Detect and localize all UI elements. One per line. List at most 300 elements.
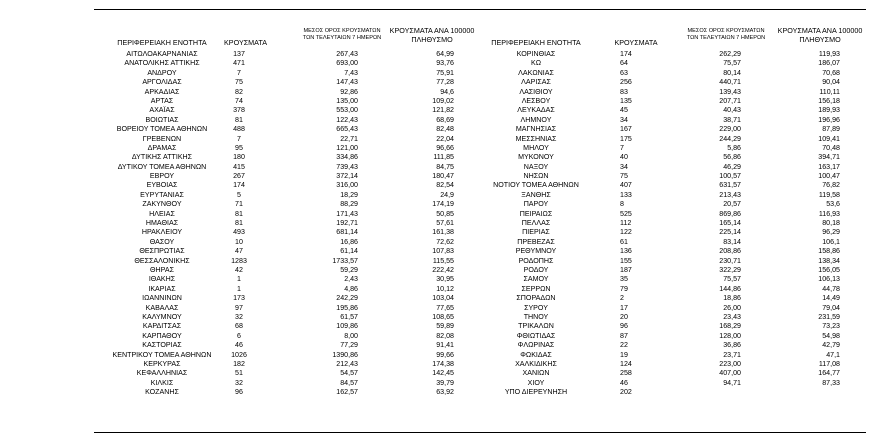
right-cases-cell: 7 xyxy=(620,143,624,152)
table-row xyxy=(0,153,878,162)
left-per100k-cell: 72,62 xyxy=(436,237,454,246)
right-per100k-cell: 196,96 xyxy=(818,115,840,124)
right-cases-cell: 136 xyxy=(620,247,632,256)
left-per100k-cell: 91,41 xyxy=(436,341,454,350)
left-region-cell: ΕΥΒΟΙΑΣ xyxy=(146,181,178,190)
right-avg7-cell: 144,86 xyxy=(719,284,741,293)
table-row xyxy=(0,266,878,275)
left-avg7-cell: 316,00 xyxy=(336,181,358,190)
left-per100k-cell: 93,76 xyxy=(436,59,454,68)
header-avg-right-line2: ΤΩΝ ΤΕΛΕΥΤΑΙΩΝ 7 ΗΜΕΡΩΝ xyxy=(686,35,766,41)
left-region-cell: ΑΝΔΡΟΥ xyxy=(147,68,177,77)
left-cases-cell: 488 xyxy=(233,125,245,134)
left-avg7-cell: 121,00 xyxy=(336,143,358,152)
left-region-cell: ΙΩΑΝΝΙΝΩΝ xyxy=(142,294,182,303)
right-cases-cell: 79 xyxy=(620,284,628,293)
right-cases-cell: 525 xyxy=(620,209,632,218)
right-cases-cell: 20 xyxy=(620,312,628,321)
right-per100k-cell: 79,04 xyxy=(822,303,840,312)
header-region-right: ΠΕΡΙΦΕΡΕΙΑΚΗ ΕΝΟΤΗΤΑ xyxy=(491,38,581,47)
right-region-cell: ΚΟΡΙΝΘΙΑΣ xyxy=(516,50,556,58)
right-cases-cell: 187 xyxy=(620,265,632,274)
left-cases-cell: 32 xyxy=(235,378,243,387)
right-avg7-cell: 75,57 xyxy=(723,275,741,284)
right-region-cell: ΡΟΔΟΥ xyxy=(523,265,549,274)
left-per100k-cell: 50,85 xyxy=(436,209,454,218)
left-per100k-cell: 103,04 xyxy=(432,294,454,303)
left-region-cell: ΗΡΑΚΛΕΙΟΥ xyxy=(141,228,183,237)
left-per100k-cell: 39,79 xyxy=(436,378,454,387)
right-per100k-cell: 158,86 xyxy=(818,247,840,256)
left-avg7-cell: 195,86 xyxy=(336,303,358,312)
left-avg7-cell: 2,43 xyxy=(344,275,358,284)
left-region-cell: ΚΑΒΑΛΑΣ xyxy=(145,303,179,312)
right-cases-cell: 83 xyxy=(620,87,628,96)
left-avg7-cell: 242,29 xyxy=(336,294,358,303)
left-cases-cell: 378 xyxy=(233,106,245,115)
left-cases-cell: 1283 xyxy=(231,256,247,265)
right-region-cell: ΝΑΞΟΥ xyxy=(523,162,549,171)
right-per100k-cell: 100,47 xyxy=(818,172,840,181)
left-per100k-cell: 75,91 xyxy=(436,68,454,77)
right-region-cell: ΛΕΣΒΟΥ xyxy=(521,96,551,105)
right-region-cell: ΛΑΣΙΘΙΟΥ xyxy=(519,87,553,96)
left-region-cell: ΖΑΚΥΝΘΟΥ xyxy=(142,200,182,209)
table-row xyxy=(0,78,878,87)
left-region-cell: ΙΚΑΡΙΑΣ xyxy=(148,284,176,293)
header-per100k-right-line1: ΚΡΟΥΣΜΑΤΑ ΑΝΑ 100000 xyxy=(777,26,863,35)
right-per100k-cell: 44,78 xyxy=(822,284,840,293)
table-row xyxy=(0,200,878,209)
left-avg7-cell: 4,86 xyxy=(344,284,358,293)
left-per100k-cell: 10,12 xyxy=(436,284,454,293)
right-region-cell: ΛΑΡΙΣΑΣ xyxy=(521,78,551,87)
left-region-cell: ΔΡΑΜΑΣ xyxy=(147,143,177,152)
table-row xyxy=(0,97,878,106)
left-region-cell: ΑΡΓΟΛΙΔΑΣ xyxy=(142,78,182,87)
left-per100k-cell: 99,66 xyxy=(436,350,454,359)
right-region-cell: ΣΥΡΟΥ xyxy=(524,303,548,312)
right-cases-cell: 174 xyxy=(620,50,632,58)
left-cases-cell: 267 xyxy=(233,172,245,181)
header-cases-left: ΚΡΟΥΣΜΑΤΑ xyxy=(224,38,268,47)
left-cases-cell: 81 xyxy=(235,115,243,124)
right-avg7-cell: 322,29 xyxy=(719,265,741,274)
right-avg7-cell: 262,29 xyxy=(719,50,741,58)
right-cases-cell: 64 xyxy=(620,59,628,68)
left-region-cell: ΘΕΣΣΑΛΟΝΙΚΗΣ xyxy=(134,256,190,265)
left-per100k-cell: 174,19 xyxy=(432,200,454,209)
left-region-cell: ΚΑΣΤΟΡΙΑΣ xyxy=(142,341,182,350)
left-region-cell: ΓΡΕΒΕΝΩΝ xyxy=(142,134,182,143)
right-region-cell: ΝΗΣΩΝ xyxy=(523,172,549,181)
right-region-cell: ΠΙΕΡΙΑΣ xyxy=(522,228,550,237)
right-avg7-cell: 100,57 xyxy=(719,172,741,181)
right-cases-cell: 19 xyxy=(620,350,628,359)
right-cases-cell: 8 xyxy=(620,200,624,209)
left-region-cell: ΚΕΦΑΛΛΗΝΙΑΣ xyxy=(136,369,188,378)
right-per100k-cell: 106,13 xyxy=(818,275,840,284)
left-region-cell: ΕΒΡΟΥ xyxy=(149,172,175,181)
right-region-cell: ΜΑΓΝΗΣΙΑΣ xyxy=(515,125,557,134)
right-per100k-cell: 116,93 xyxy=(818,209,840,218)
left-avg7-cell: 162,57 xyxy=(336,388,358,397)
left-region-cell: ΒΟΙΩΤΙΑΣ xyxy=(145,115,179,124)
right-avg7-cell: 20,57 xyxy=(723,200,741,209)
right-avg7-cell: 40,43 xyxy=(723,106,741,115)
right-region-cell: ΚΩ xyxy=(530,59,542,68)
right-per100k-cell: 73,23 xyxy=(822,322,840,331)
right-region-cell: ΛΑΚΩΝΙΑΣ xyxy=(518,68,554,77)
left-region-cell: ΚΕΡΚΥΡΑΣ xyxy=(143,359,181,368)
right-region-cell: ΤΗΝΟΥ xyxy=(523,312,549,321)
right-per100k-cell: 156,05 xyxy=(818,265,840,274)
table-row xyxy=(0,210,878,219)
right-per100k-cell: 119,58 xyxy=(818,190,840,199)
left-cases-cell: 32 xyxy=(235,312,243,321)
right-avg7-cell: 26,00 xyxy=(723,303,741,312)
left-cases-cell: 51 xyxy=(235,369,243,378)
left-region-cell: ΔΥΤΙΚΗΣ ΑΤΤΙΚΗΣ xyxy=(131,153,193,162)
left-cases-cell: 7 xyxy=(237,68,241,77)
table-row xyxy=(0,294,878,303)
table-row xyxy=(0,369,878,378)
left-region-cell: ΑΝΑΤΟΛΙΚΗΣ ΑΤΤΙΚΗΣ xyxy=(124,59,200,68)
left-avg7-cell: 147,43 xyxy=(336,78,358,87)
left-avg7-cell: 88,29 xyxy=(340,200,358,209)
right-cases-cell: 155 xyxy=(620,256,632,265)
left-per100k-cell: 64,99 xyxy=(436,50,454,58)
table-row xyxy=(0,88,878,97)
right-avg7-cell: 23,71 xyxy=(723,350,741,359)
left-cases-cell: 74 xyxy=(235,96,243,105)
right-cases-cell: 45 xyxy=(620,106,628,115)
right-per100k-cell: 109,41 xyxy=(818,134,840,143)
right-avg7-cell: 244,29 xyxy=(719,134,741,143)
left-avg7-cell: 1390,86 xyxy=(332,350,358,359)
right-cases-cell: 167 xyxy=(620,125,632,134)
right-per100k-cell: 54,98 xyxy=(822,331,840,340)
bottom-rule xyxy=(94,432,866,433)
left-cases-cell: 1026 xyxy=(231,350,247,359)
right-avg7-cell: 83,14 xyxy=(723,237,741,246)
left-per100k-cell: 111,85 xyxy=(433,153,454,162)
right-cases-cell: 35 xyxy=(620,275,628,284)
right-avg7-cell: 229,00 xyxy=(719,125,741,134)
left-region-cell: ΕΥΡΥΤΑΝΙΑΣ xyxy=(140,190,184,199)
left-cases-cell: 137 xyxy=(233,50,245,58)
left-region-cell: ΘΕΣΠΡΩΤΙΑΣ xyxy=(139,247,185,256)
right-region-cell: ΝΟΤΙΟΥ ΤΟΜΕΑ ΑΘΗΝΩΝ xyxy=(493,181,579,190)
left-per100k-cell: 24,9 xyxy=(440,190,454,199)
right-cases-cell: 63 xyxy=(620,68,628,77)
top-rule xyxy=(94,9,866,10)
left-region-cell: ΚΙΛΚΙΣ xyxy=(150,378,174,387)
left-cases-cell: 68 xyxy=(235,322,243,331)
left-avg7-cell: 693,00 xyxy=(336,59,358,68)
left-cases-cell: 81 xyxy=(235,219,243,228)
right-region-cell: ΦΘΙΩΤΙΔΑΣ xyxy=(516,331,556,340)
header-per100k-right-line2: ΠΛΗΘΥΣΜΟ xyxy=(799,35,841,44)
right-avg7-cell: 5,86 xyxy=(727,143,741,152)
right-region-cell: ΠΕΛΛΑΣ xyxy=(521,219,551,228)
left-per100k-cell: 82,08 xyxy=(436,331,454,340)
right-region-cell: ΦΩΚΙΔΑΣ xyxy=(520,350,552,359)
header-avg-left-line2: ΤΩΝ ΤΕΛΕΥΤΑΙΩΝ 7 ΗΜΕΡΩΝ xyxy=(302,35,382,41)
right-avg7-cell: 869,86 xyxy=(719,209,741,218)
right-cases-cell: 87 xyxy=(620,331,628,340)
left-avg7-cell: 54,57 xyxy=(340,369,358,378)
right-per100k-cell: 189,93 xyxy=(818,106,840,115)
left-region-cell: ΚΑΡΔΙΤΣΑΣ xyxy=(142,322,182,331)
right-region-cell: ΤΡΙΚΑΛΩΝ xyxy=(518,322,554,331)
right-avg7-cell: 165,14 xyxy=(719,219,741,228)
left-avg7-cell: 22,71 xyxy=(340,134,358,143)
left-per100k-cell: 82,54 xyxy=(436,181,454,190)
left-avg7-cell: 84,57 xyxy=(340,378,358,387)
right-cases-cell: 96 xyxy=(620,322,628,331)
right-per100k-cell: 87,89 xyxy=(822,125,840,134)
left-per100k-cell: 68,69 xyxy=(436,115,454,124)
right-avg7-cell: 213,43 xyxy=(719,190,741,199)
left-region-cell: ΑΙΤΩΛΟΑΚΑΡΝΑΝΙΑΣ xyxy=(126,50,198,58)
left-avg7-cell: 7,43 xyxy=(344,68,358,77)
header-per100k-left-line1: ΚΡΟΥΣΜΑΤΑ ΑΝΑ 100000 xyxy=(389,26,475,35)
table-row xyxy=(0,59,878,68)
header-per100k-left-line2: ΠΛΗΘΥΣΜΟ xyxy=(411,35,453,44)
left-per100k-cell: 59,89 xyxy=(436,322,454,331)
right-cases-cell: 112 xyxy=(620,219,632,228)
left-cases-cell: 97 xyxy=(235,303,243,312)
right-cases-cell: 34 xyxy=(620,162,628,171)
left-region-cell: ΘΗΡΑΣ xyxy=(150,265,174,274)
right-region-cell: ΥΠΟ ΔΙΕΡΕΥΝΗΣΗ xyxy=(504,388,568,397)
right-region-cell: ΠΡΕΒΕΖΑΣ xyxy=(517,237,555,246)
right-avg7-cell: 38,71 xyxy=(723,115,741,124)
left-avg7-cell: 109,86 xyxy=(336,322,358,331)
left-cases-cell: 42 xyxy=(235,265,243,274)
left-per100k-cell: 222,42 xyxy=(432,265,454,274)
table-row xyxy=(0,116,878,125)
right-region-cell: ΛΗΜΝΟΥ xyxy=(520,115,552,124)
left-cases-cell: 71 xyxy=(235,200,243,209)
table-row xyxy=(0,135,878,144)
left-per100k-cell: 84,75 xyxy=(436,162,454,171)
left-avg7-cell: 212,43 xyxy=(336,359,358,368)
left-per100k-cell: 109,02 xyxy=(432,96,454,105)
left-avg7-cell: 553,00 xyxy=(336,106,358,115)
right-cases-cell: 40 xyxy=(620,153,628,162)
right-region-cell: ΧΙΟΥ xyxy=(527,378,545,387)
table-row xyxy=(0,257,878,266)
right-cases-cell: 34 xyxy=(620,115,628,124)
left-avg7-cell: 739,43 xyxy=(336,162,358,171)
right-cases-cell: 46 xyxy=(620,378,628,387)
left-per100k-cell: 180,47 xyxy=(432,172,454,181)
right-cases-cell: 22 xyxy=(620,341,628,350)
right-avg7-cell: 168,29 xyxy=(719,322,741,331)
right-per100k-cell: 110,11 xyxy=(819,87,840,96)
right-cases-cell: 256 xyxy=(620,78,632,87)
table-row xyxy=(0,228,878,237)
right-avg7-cell: 223,00 xyxy=(719,359,741,368)
left-region-cell: ΙΘΑΚΗΣ xyxy=(148,275,176,284)
left-avg7-cell: 334,86 xyxy=(336,153,358,162)
right-avg7-cell: 208,86 xyxy=(719,247,741,256)
left-avg7-cell: 59,29 xyxy=(340,265,358,274)
left-cases-cell: 46 xyxy=(235,341,243,350)
left-cases-cell: 493 xyxy=(233,228,245,237)
left-cases-cell: 471 xyxy=(233,59,245,68)
left-cases-cell: 182 xyxy=(233,359,245,368)
right-region-cell: ΣΕΡΡΩΝ xyxy=(521,284,551,293)
right-avg7-cell: 56,86 xyxy=(723,153,741,162)
left-per100k-cell: 161,38 xyxy=(432,228,454,237)
left-region-cell: ΑΡΚΑΔΙΑΣ xyxy=(144,87,180,96)
left-per100k-cell: 96,66 xyxy=(436,143,454,152)
left-cases-cell: 1 xyxy=(237,284,241,293)
left-per100k-cell: 77,28 xyxy=(436,78,454,87)
left-per100k-cell: 30,95 xyxy=(436,275,454,284)
right-avg7-cell: 440,71 xyxy=(719,78,741,87)
left-cases-cell: 82 xyxy=(235,87,243,96)
right-per100k-cell: 53,6 xyxy=(826,200,840,209)
right-region-cell: ΦΛΩΡΙΝΑΣ xyxy=(517,341,555,350)
right-region-cell: ΠΑΡΟΥ xyxy=(523,200,549,209)
right-cases-cell: 61 xyxy=(620,237,628,246)
right-avg7-cell: 36,86 xyxy=(723,341,741,350)
right-per100k-cell: 106,1 xyxy=(822,237,840,246)
left-per100k-cell: 121,82 xyxy=(432,106,454,115)
left-region-cell: ΚΑΡΠΑΘΟΥ xyxy=(142,331,182,340)
left-cases-cell: 96 xyxy=(235,388,243,397)
left-per100k-cell: 94,6 xyxy=(440,87,454,96)
left-cases-cell: 174 xyxy=(233,181,245,190)
right-cases-cell: 122 xyxy=(620,228,632,237)
left-avg7-cell: 372,14 xyxy=(336,172,358,181)
right-cases-cell: 17 xyxy=(620,303,628,312)
left-avg7-cell: 77,29 xyxy=(340,341,358,350)
right-cases-cell: 75 xyxy=(620,172,628,181)
table-row xyxy=(0,238,878,247)
table-row xyxy=(0,50,878,59)
table-body xyxy=(0,50,878,397)
left-per100k-cell: 107,83 xyxy=(432,247,454,256)
left-avg7-cell: 61,57 xyxy=(340,312,358,321)
left-avg7-cell: 171,43 xyxy=(336,209,358,218)
table-row xyxy=(0,360,878,369)
header-region-left: ΠΕΡΙΦΕΡΕΙΑΚΗ ΕΝΟΤΗΤΑ xyxy=(117,38,207,47)
left-region-cell: ΔΥΤΙΚΟΥ ΤΟΜΕΑ ΑΘΗΝΩΝ xyxy=(117,162,207,171)
table-row xyxy=(0,341,878,350)
right-avg7-cell: 18,86 xyxy=(723,294,741,303)
left-cases-cell: 10 xyxy=(235,237,243,246)
left-avg7-cell: 92,86 xyxy=(340,87,358,96)
right-region-cell: ΜΕΣΣΗΝΙΑΣ xyxy=(515,134,557,143)
left-cases-cell: 5 xyxy=(237,190,241,199)
right-avg7-cell: 139,43 xyxy=(719,87,741,96)
left-per100k-cell: 22,04 xyxy=(436,134,454,143)
right-region-cell: ΠΕΙΡΑΙΩΣ xyxy=(519,209,553,218)
right-region-cell: ΧΑΛΚΙΔΙΚΗΣ xyxy=(515,359,557,368)
right-cases-cell: 258 xyxy=(620,369,632,378)
left-per100k-cell: 115,55 xyxy=(432,256,454,265)
table-row xyxy=(0,106,878,115)
right-avg7-cell: 225,14 xyxy=(719,228,741,237)
left-per100k-cell: 57,61 xyxy=(436,219,454,228)
right-per100k-cell: 14,49 xyxy=(822,294,840,303)
right-per100k-cell: 76,82 xyxy=(822,181,840,190)
left-region-cell: ΘΑΣΟΥ xyxy=(149,237,175,246)
right-region-cell: ΜΥΚΟΝΟΥ xyxy=(518,153,554,162)
table-row xyxy=(0,304,878,313)
right-per100k-cell: 42,79 xyxy=(822,341,840,350)
left-avg7-cell: 16,86 xyxy=(340,237,358,246)
left-cases-cell: 81 xyxy=(235,209,243,218)
right-per100k-cell: 70,68 xyxy=(822,68,840,77)
right-per100k-cell: 138,34 xyxy=(818,256,840,265)
right-per100k-cell: 90,04 xyxy=(822,78,840,87)
right-region-cell: ΧΑΝΙΩΝ xyxy=(522,369,550,378)
left-cases-cell: 180 xyxy=(233,153,245,162)
right-per100k-cell: 394,71 xyxy=(818,153,840,162)
left-cases-cell: 47 xyxy=(235,247,243,256)
right-per100k-cell: 87,33 xyxy=(822,378,840,387)
table-row xyxy=(0,388,878,397)
right-region-cell: ΡΕΘΥΜΝΟΥ xyxy=(515,247,557,256)
right-region-cell: ΣΑΜΟΥ xyxy=(523,275,549,284)
right-per100k-cell: 119,93 xyxy=(818,50,840,58)
table-row xyxy=(0,219,878,228)
right-per100k-cell: 47,1 xyxy=(826,350,840,359)
table-row xyxy=(0,191,878,200)
left-avg7-cell: 61,14 xyxy=(340,247,358,256)
right-cases-cell: 133 xyxy=(620,190,632,199)
right-region-cell: ΜΗΛΟΥ xyxy=(523,143,549,152)
table-row xyxy=(0,144,878,153)
left-avg7-cell: 192,71 xyxy=(336,219,358,228)
left-cases-cell: 415 xyxy=(233,162,245,171)
right-avg7-cell: 75,57 xyxy=(723,59,741,68)
right-cases-cell: 124 xyxy=(620,359,632,368)
left-per100k-cell: 108,65 xyxy=(432,312,454,321)
table-row xyxy=(0,351,878,360)
left-region-cell: ΑΧΑΪΑΣ xyxy=(149,106,175,115)
left-region-cell: ΗΜΑΘΙΑΣ xyxy=(145,219,179,228)
right-avg7-cell: 23,43 xyxy=(723,312,741,321)
table-row xyxy=(0,69,878,78)
left-avg7-cell: 18,29 xyxy=(340,190,358,199)
left-cases-cell: 95 xyxy=(235,143,243,152)
left-cases-cell: 173 xyxy=(233,294,245,303)
left-per100k-cell: 63,92 xyxy=(436,388,454,397)
right-per100k-cell: 163,17 xyxy=(818,162,840,171)
right-cases-cell: 407 xyxy=(620,181,632,190)
left-avg7-cell: 267,43 xyxy=(336,50,358,58)
left-cases-cell: 1 xyxy=(237,275,241,284)
right-cases-cell: 175 xyxy=(620,134,632,143)
header-avg-right-line1: ΜΕΣΟΣ ΟΡΟΣ ΚΡΟΥΣΜΑΤΩΝ xyxy=(687,28,765,34)
left-cases-cell: 7 xyxy=(237,134,241,143)
left-avg7-cell: 665,43 xyxy=(336,125,358,134)
right-per100k-cell: 186,07 xyxy=(818,59,840,68)
table-row xyxy=(0,332,878,341)
table-row xyxy=(0,313,878,322)
table-row xyxy=(0,275,878,284)
right-avg7-cell: 80,14 xyxy=(723,68,741,77)
left-region-cell: ΒΟΡΕΙΟΥ ΤΟΜΕΑ ΑΘΗΝΩΝ xyxy=(116,125,208,134)
right-per100k-cell: 164,77 xyxy=(818,369,840,378)
